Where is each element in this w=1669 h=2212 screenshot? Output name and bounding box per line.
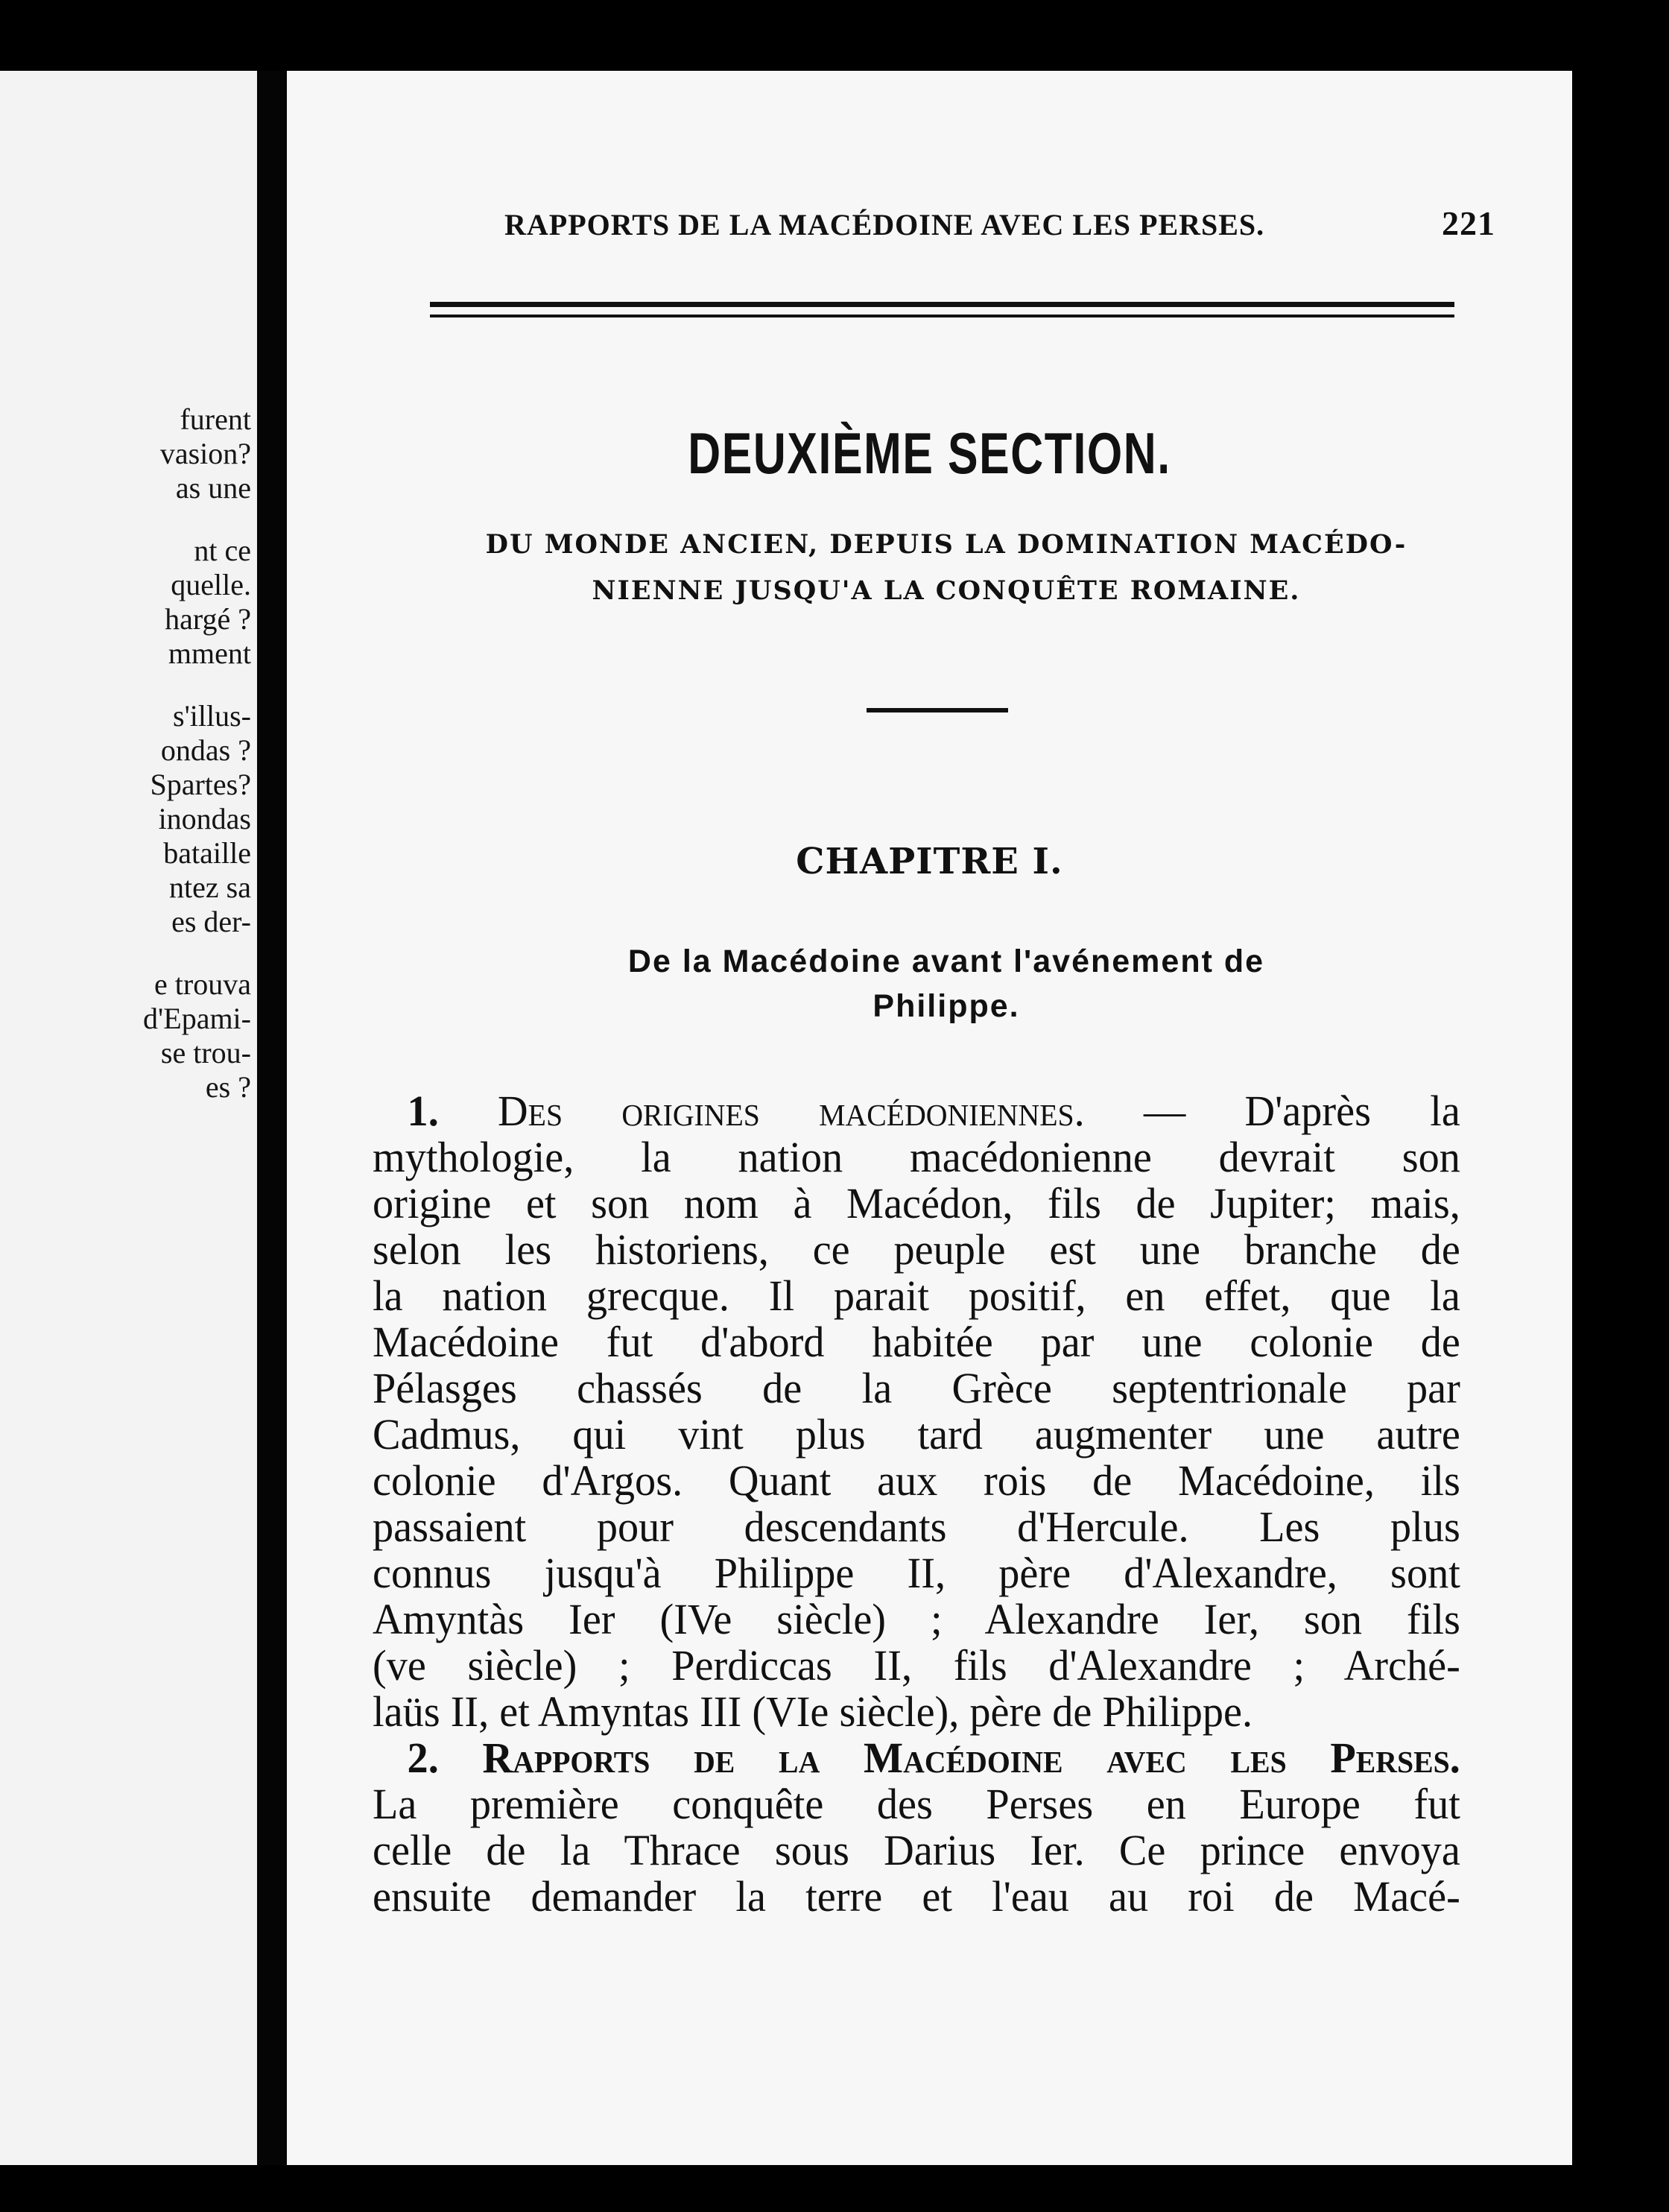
previous-page-line: ondas ? [160,733,251,767]
paragraph-line: ensuite demander la terre et l'eau au roi de Macé- [373,1872,1460,1921]
section-subtitle-line: NIENNE JUSQU'A LA CONQUÊTE ROMAINE. [592,575,1301,606]
paragraph-2 [373,1781,1460,1920]
header-rule-thick [430,302,1454,307]
header-rule-thin [430,315,1454,317]
previous-page-line: Spartes? [150,768,251,801]
paragraph-line: connus jusqu'à Philippe II, père d'Alexandre, sont [373,1549,1460,1597]
previous-page-line: ntez sa [169,870,251,904]
previous-page-line: s'illus- [173,699,251,733]
previous-page-line: bataille [163,836,251,870]
running-head [504,203,1495,243]
previous-page-line: d'Epami- [143,1002,251,1035]
previous-page-line: vasion? [159,437,251,470]
running-title: RAPPORTS DE LA MACÉDOINE AVEC LES PERSES. [504,208,1265,241]
paragraph-number: 1. [407,1087,439,1135]
section-divider [867,708,1008,712]
paragraph-line: La première conquête des Perses en Europe fut [373,1780,1460,1828]
paragraph-line: selon les historiens, ce peuple est une branche de [373,1225,1460,1274]
book-gutter [257,71,287,2165]
chapter-subtitle-line: Philippe. [872,988,1020,1024]
previous-page-line: inondas [158,802,251,835]
previous-page-line: se trou- [160,1036,251,1069]
paragraph-line: (ve siècle) ; Perdiccas II, fils d'Alexandre ; Arché- [373,1641,1460,1690]
previous-page-line: quelle. [171,568,251,601]
previous-page-line: as une [175,471,251,505]
paragraph-line: mythologie, la nation macédonienne devrait son [373,1133,1460,1181]
section-subtitle-line: DU MONDE ANCIEN, DEPUIS LA DOMINATION MACÉDO- [485,529,1407,560]
paragraph-1-first-line [373,1088,1460,1134]
paragraph-line: Pélasges chassés de la Grèce septentrionale par [373,1364,1460,1412]
previous-page-line [5,505,251,534]
previous-page-line: mment [168,636,251,670]
section-title: DEUXIÈME SECTION. [688,420,1171,486]
chapter-subtitle [458,939,1434,1028]
paragraph-line: Macédoine fut d'abord habitée par une colonie de [373,1318,1460,1366]
previous-page-fragment [0,71,257,2165]
section-subtitle [458,522,1434,614]
paragraph-heading: Rapports de la Macédoine avec les Perses. [482,1734,1460,1782]
previous-page-line: e trouva [154,967,251,1001]
previous-page-line: furent [180,402,251,436]
paragraph-line: — D'après la [1143,1087,1460,1135]
paragraph-line: passaient pour descendants d'Hercule. Les plus [373,1502,1460,1551]
paragraph-line: Cadmus, qui vint plus tard augmenter une autre [373,1410,1460,1459]
previous-page-line [5,939,251,967]
paragraph-line: Amyntàs Ier (IVe siècle) ; Alexandre Ier, son fils [373,1595,1460,1643]
paragraph-line: celle de la Thrace sous Darius Ier. Ce prince envoya [373,1826,1460,1874]
paragraph-line: laüs II, et Amyntas III (VIe siècle), père de Philippe. [373,1687,1253,1736]
previous-page-line: nt ce [194,534,251,567]
paragraph-line: colonie d'Argos. Quant aux rois de Macédoine, ils [373,1456,1460,1505]
body-text [373,1088,1460,1920]
chapter-subtitle-line: De la Macédoine avant l'avénement de [627,944,1265,979]
previous-page-line: es der- [171,905,251,938]
chapter-title: CHAPITRE I. [796,841,1063,882]
previous-page-line: hargé ? [165,602,251,636]
page-number: 221 [1442,204,1495,242]
book-page [287,71,1572,2165]
paragraph-heading: Des origines macédoniennes. [498,1087,1085,1135]
previous-page-text [5,402,251,1105]
paragraph-1 [373,1134,1460,1735]
previous-page-line [5,671,251,699]
paragraph-line: la nation grecque. Il parait positif, en effet, que la [373,1271,1460,1320]
paragraph-number: 2. [407,1734,439,1782]
paragraph-2-first-line [373,1735,1460,1781]
paragraph-line: origine et son nom à Macédon, fils de Jupiter; mais, [373,1179,1460,1227]
previous-page-line: es ? [205,1070,251,1104]
